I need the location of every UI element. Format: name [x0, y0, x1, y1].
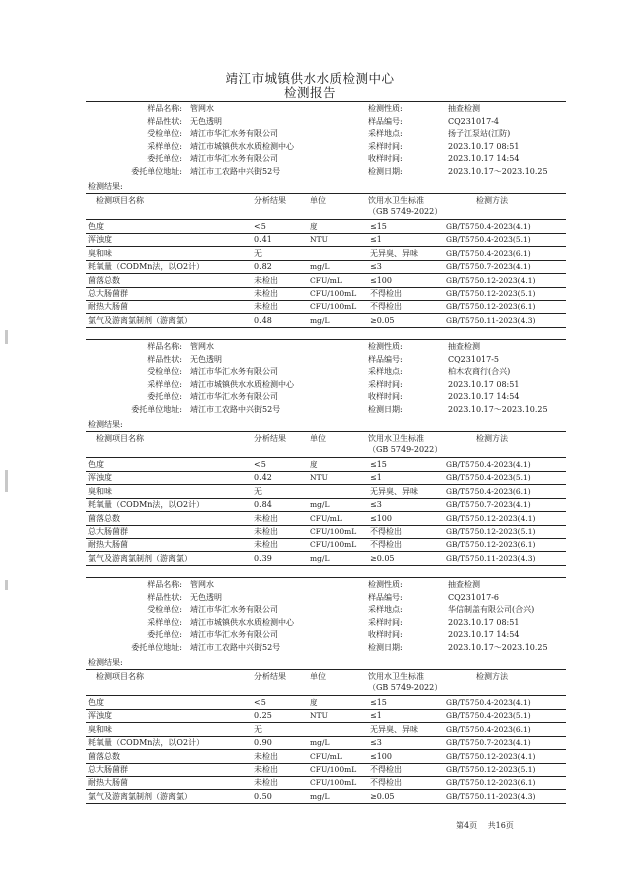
table-row	[86, 485, 566, 498]
cell-standard: ≤3	[370, 738, 382, 748]
cell-unit: CFU/100mL	[310, 778, 357, 788]
info-value: 管网水	[190, 342, 214, 351]
cell-unit: CFU/100mL	[310, 765, 357, 774]
info-value: 扬子江泵站(江防)	[448, 129, 511, 138]
info-value: 靖江市华汇水务有限公司	[190, 605, 278, 614]
cell-method: GB/T5750.12-2023(4.1)	[446, 751, 536, 761]
cell-result: 未检出	[254, 289, 278, 298]
results-label: 检测结果:	[88, 420, 123, 429]
cell-result: 未检出	[254, 540, 278, 550]
info-label: 收样时间:	[368, 154, 403, 163]
cell-method: GB/T5750.12-2023(5.1)	[446, 289, 536, 298]
info-value: 2023.10.17 08:51	[448, 617, 520, 627]
table-row	[86, 512, 566, 525]
info-value: 2023.10.17～2023.10.25	[448, 642, 548, 652]
info-label: 委托单位地址:	[131, 404, 182, 414]
column-header-standard-sub: （GB 5749-2022）	[368, 683, 443, 692]
cell-unit: mg/L	[310, 262, 330, 272]
cell-item: 氯气及游离氯制剂（游离氯）	[88, 315, 192, 325]
info-value: 柏木农商行(合兴)	[448, 367, 511, 376]
cell-standard: ≥0.05	[370, 315, 395, 325]
info-value: 2023.10.17～2023.10.25	[448, 404, 548, 414]
cell-unit: CFU/mL	[310, 275, 342, 285]
info-label: 样品性状:	[147, 354, 182, 364]
info-value: 靖江市城镇供水水质检测中心	[190, 141, 294, 151]
info-label: 委托单位地址:	[131, 166, 182, 176]
cell-unit: NTU	[310, 711, 328, 721]
cell-method: GB/T5750.12-2023(5.1)	[446, 527, 536, 536]
table-row	[86, 790, 566, 803]
cell-item: 氯气及游离氯制剂（游离氯）	[88, 791, 192, 801]
info-label: 委托单位:	[147, 630, 182, 639]
table-row	[86, 763, 566, 776]
info-value: 2023.10.17 08:51	[448, 379, 520, 389]
cell-method: GB/T5750.11-2023(4.3)	[446, 315, 536, 325]
report-title: 靖江市城镇供水水质检测中心	[225, 71, 395, 86]
cell-standard: 无异臭、异味	[370, 248, 418, 258]
cell-unit: CFU/mL	[310, 513, 342, 523]
cell-result: 无	[254, 724, 262, 734]
info-row	[86, 152, 566, 165]
cell-item: 耐热大肠菌	[88, 540, 128, 550]
page-number: 第4页	[456, 821, 478, 830]
info-label: 采样地点:	[368, 367, 403, 376]
cell-method: GB/T5750.11-2023(4.3)	[446, 791, 536, 801]
info-value: 靖江市华汇水务有限公司	[190, 154, 278, 163]
cell-method: GB/T5750.4-2023(5.1)	[446, 711, 531, 721]
info-label: 委托单位地址:	[131, 642, 182, 652]
table-row	[86, 220, 566, 233]
cell-item: 浑浊度	[88, 235, 112, 245]
cell-result: 0.90	[254, 738, 272, 748]
table-row	[86, 538, 566, 551]
cell-standard: 不得检出	[370, 778, 402, 788]
info-value: 无色透明	[190, 354, 222, 364]
info-value: 抽查检测	[448, 342, 480, 351]
cell-result: 0.50	[254, 791, 272, 801]
cell-standard: ≤15	[370, 698, 387, 707]
cell-method: GB/T5750.4-2023(4.1)	[446, 698, 531, 707]
cell-standard: ≤1	[370, 473, 382, 483]
info-row	[86, 102, 566, 115]
cell-item: 色度	[88, 222, 104, 231]
cell-method: GB/T5750.4-2023(6.1)	[446, 486, 531, 496]
info-label: 检测性质:	[368, 104, 403, 113]
cell-item: 耐热大肠菌	[88, 778, 128, 788]
cell-unit: CFU/100mL	[310, 527, 357, 536]
cell-standard: 不得检出	[370, 302, 402, 312]
table-row	[86, 300, 566, 313]
info-value: 2023.10.17 08:51	[448, 141, 520, 151]
info-label: 受检单位:	[147, 605, 182, 614]
cell-item: 耐热大肠菌	[88, 302, 128, 312]
info-label: 样品性状:	[147, 116, 182, 126]
info-row	[86, 628, 566, 641]
info-row	[86, 578, 566, 591]
row-rule	[86, 327, 566, 328]
info-value: 华信制盖有限公司(合兴)	[448, 605, 535, 614]
cell-method: GB/T5750.4-2023(5.1)	[446, 473, 531, 483]
info-label: 委托单位:	[147, 154, 182, 163]
cell-method: GB/T5750.12-2023(6.1)	[446, 778, 536, 788]
info-row	[86, 353, 566, 366]
info-label: 样品名称:	[147, 342, 182, 351]
info-label: 采样地点:	[368, 129, 403, 138]
row-rule	[86, 803, 566, 804]
cell-unit: mg/L	[310, 500, 330, 510]
info-value: 管网水	[190, 104, 214, 113]
cell-result: 未检出	[254, 302, 278, 312]
cell-item: 臭和味	[88, 724, 112, 734]
cell-standard: 无异臭、异味	[370, 486, 418, 496]
info-row	[86, 378, 566, 391]
column-header-item: 检测项目名称	[96, 434, 144, 443]
cell-method: GB/T5750.7-2023(4.1)	[446, 262, 531, 272]
column-header-method: 检测方法	[476, 434, 508, 443]
scan-margin-mark	[5, 470, 8, 492]
cell-result: <5	[254, 460, 266, 469]
column-header-standard: 饮用水卫生标准	[368, 672, 424, 681]
cell-standard: ≤15	[370, 222, 387, 231]
cell-result: 未检出	[254, 765, 278, 774]
info-value: 靖江市工农路中兴街52号	[190, 166, 281, 176]
results-label: 检测结果:	[88, 182, 123, 191]
report-subtitle: 检测报告	[283, 85, 336, 100]
cell-result: 未检出	[254, 275, 278, 285]
table-row	[86, 498, 566, 511]
info-value: 2023.10.17 14:54	[448, 392, 520, 401]
sample-section	[86, 577, 566, 807]
row-rule	[86, 565, 566, 566]
cell-standard: ≤1	[370, 235, 382, 245]
info-label: 样品编号:	[368, 354, 403, 364]
column-header-item: 检测项目名称	[96, 672, 144, 681]
cell-item: 浑浊度	[88, 473, 112, 483]
column-header-result: 分析结果	[254, 196, 286, 205]
table-header-sub	[86, 681, 566, 694]
cell-method: GB/T5750.11-2023(4.3)	[446, 553, 536, 563]
cell-result: 0.48	[254, 315, 272, 325]
cell-item: 浑浊度	[88, 711, 112, 721]
info-label: 受检单位:	[147, 367, 182, 376]
info-row	[86, 140, 566, 153]
table-row	[86, 709, 566, 722]
cell-result: <5	[254, 222, 266, 231]
cell-method: GB/T5750.12-2023(5.1)	[446, 765, 536, 774]
cell-unit: CFU/100mL	[310, 289, 357, 298]
table-row	[86, 274, 566, 287]
table-row	[86, 723, 566, 736]
cell-method: GB/T5750.4-2023(4.1)	[446, 222, 531, 231]
column-header-item: 检测项目名称	[96, 196, 144, 205]
info-label: 检测性质:	[368, 342, 403, 351]
info-value: CQ231017-4	[448, 116, 500, 126]
cell-unit: NTU	[310, 473, 328, 483]
table-row	[86, 552, 566, 565]
info-row	[86, 115, 566, 128]
info-value: 无色透明	[190, 592, 222, 602]
info-value: 靖江市华汇水务有限公司	[190, 392, 278, 401]
cell-item: 色度	[88, 460, 104, 469]
cell-item: 臭和味	[88, 248, 112, 258]
info-value: CQ231017-6	[448, 592, 500, 602]
info-label: 样品性状:	[147, 592, 182, 602]
table-header-sub	[86, 205, 566, 218]
cell-item: 总大肠菌群	[88, 527, 128, 536]
table-row	[86, 233, 566, 246]
cell-standard: 不得检出	[370, 765, 402, 774]
cell-result: 0.25	[254, 711, 272, 721]
cell-unit: CFU/mL	[310, 751, 342, 761]
cell-unit: mg/L	[310, 738, 330, 748]
cell-method: GB/T5750.4-2023(5.1)	[446, 235, 531, 245]
info-label: 收样时间:	[368, 630, 403, 639]
cell-unit: 度	[310, 698, 318, 707]
info-value: 靖江市华汇水务有限公司	[190, 367, 278, 376]
column-header-standard-sub: （GB 5749-2022）	[368, 445, 443, 454]
info-label: 委托单位:	[147, 392, 182, 401]
info-label: 采样单位:	[147, 617, 182, 627]
column-header-standard: 饮用水卫生标准	[368, 434, 424, 443]
cell-result: 0.42	[254, 473, 272, 483]
cell-result: 0.41	[254, 235, 272, 245]
scan-margin-mark	[5, 330, 8, 344]
info-label: 收样时间:	[368, 392, 403, 401]
info-value: 2023.10.17 14:54	[448, 630, 520, 639]
cell-result: 0.39	[254, 553, 272, 563]
cell-unit: NTU	[310, 235, 328, 245]
info-label: 受检单位:	[147, 129, 182, 138]
table-row	[86, 471, 566, 484]
info-value: 抽查检测	[448, 104, 480, 113]
info-label: 采样时间:	[368, 617, 403, 627]
cell-unit: CFU/100mL	[310, 302, 357, 312]
cell-method: GB/T5750.12-2023(4.1)	[446, 275, 536, 285]
info-label: 样品名称:	[147, 104, 182, 113]
info-label: 样品编号:	[368, 592, 403, 602]
info-value: 抽查检测	[448, 580, 480, 589]
info-value: CQ231017-5	[448, 354, 500, 364]
scan-margin-mark	[5, 580, 8, 590]
table-row	[86, 750, 566, 763]
cell-method: GB/T5750.7-2023(4.1)	[446, 500, 531, 510]
cell-unit: mg/L	[310, 553, 330, 563]
info-label: 采样地点:	[368, 605, 403, 614]
info-value: 管网水	[190, 580, 214, 589]
cell-item: 臭和味	[88, 486, 112, 496]
report-header	[0, 72, 620, 100]
cell-standard: ≤15	[370, 460, 387, 469]
cell-item: 耗氧量（CODMn法，以O2计）	[88, 738, 205, 748]
cell-result: 0.84	[254, 500, 272, 510]
info-value: 2023.10.17～2023.10.25	[448, 166, 548, 176]
cell-item: 氯气及游离氯制剂（游离氯）	[88, 553, 192, 563]
column-header-unit: 单位	[310, 434, 326, 443]
info-row	[86, 165, 566, 178]
table-row	[86, 696, 566, 709]
info-value: 靖江市华汇水务有限公司	[190, 129, 278, 138]
cell-standard: ≤100	[370, 275, 392, 285]
cell-method: GB/T5750.12-2023(6.1)	[446, 540, 536, 550]
cell-standard: ≤100	[370, 513, 392, 523]
table-row	[86, 776, 566, 789]
cell-item: 总大肠菌群	[88, 289, 128, 298]
table-row	[86, 314, 566, 327]
table-header-sub	[86, 443, 566, 456]
column-header-method: 检测方法	[476, 196, 508, 205]
sample-section	[86, 339, 566, 569]
cell-result: 未检出	[254, 778, 278, 788]
cell-standard: ≤100	[370, 751, 392, 761]
cell-result: 无	[254, 486, 262, 496]
info-row	[86, 365, 566, 378]
cell-result: 无	[254, 248, 262, 258]
info-label: 采样单位:	[147, 141, 182, 151]
cell-standard: 不得检出	[370, 540, 402, 550]
cell-method: GB/T5750.7-2023(4.1)	[446, 738, 531, 748]
cell-item: 菌落总数	[88, 275, 120, 285]
cell-method: GB/T5750.4-2023(4.1)	[446, 460, 531, 469]
info-row	[86, 641, 566, 654]
cell-method: GB/T5750.4-2023(6.1)	[446, 724, 531, 734]
cell-result: 未检出	[254, 527, 278, 536]
info-value: 靖江市城镇供水水质检测中心	[190, 617, 294, 627]
cell-item: 色度	[88, 698, 104, 707]
info-row	[86, 403, 566, 416]
cell-unit: 度	[310, 460, 318, 469]
cell-item: 菌落总数	[88, 751, 120, 761]
info-row	[86, 390, 566, 403]
results-label: 检测结果:	[88, 658, 123, 667]
cell-result: <5	[254, 698, 266, 707]
table-row	[86, 247, 566, 260]
column-header-result: 分析结果	[254, 434, 286, 443]
cell-unit: mg/L	[310, 315, 330, 325]
page-footer	[456, 820, 522, 831]
sample-section	[86, 101, 566, 331]
table-row	[86, 525, 566, 538]
column-header-standard-sub: （GB 5749-2022）	[368, 207, 443, 216]
info-label: 采样时间:	[368, 141, 403, 151]
cell-item: 菌落总数	[88, 513, 120, 523]
cell-unit: mg/L	[310, 791, 330, 801]
info-label: 检测性质:	[368, 580, 403, 589]
info-row	[86, 616, 566, 629]
cell-result: 0.82	[254, 262, 272, 272]
cell-standard: ≥0.05	[370, 791, 395, 801]
info-value: 靖江市华汇水务有限公司	[190, 630, 278, 639]
cell-standard: 不得检出	[370, 289, 402, 298]
cell-standard: 无异臭、异味	[370, 724, 418, 734]
info-label: 样品名称:	[147, 580, 182, 589]
cell-item: 耗氧量（CODMn法，以O2计）	[88, 262, 205, 272]
info-value: 靖江市工农路中兴街52号	[190, 404, 281, 414]
info-value: 靖江市城镇供水水质检测中心	[190, 379, 294, 389]
cell-standard: ≤3	[370, 500, 382, 510]
cell-method: GB/T5750.12-2023(6.1)	[446, 302, 536, 312]
column-header-unit: 单位	[310, 672, 326, 681]
cell-standard: ≤3	[370, 262, 382, 272]
info-label: 采样单位:	[147, 379, 182, 389]
info-value: 2023.10.17 14:54	[448, 154, 520, 163]
cell-item: 总大肠菌群	[88, 765, 128, 774]
info-row	[86, 127, 566, 140]
table-row	[86, 458, 566, 471]
cell-method: GB/T5750.4-2023(6.1)	[446, 248, 531, 258]
column-header-method: 检测方法	[476, 672, 508, 681]
info-row	[86, 591, 566, 604]
cell-standard: ≤1	[370, 711, 382, 721]
info-row	[86, 340, 566, 353]
info-value: 无色透明	[190, 116, 222, 126]
cell-item: 耗氧量（CODMn法，以O2计）	[88, 500, 205, 510]
table-row	[86, 260, 566, 273]
cell-result: 未检出	[254, 513, 278, 523]
info-label: 检测日期:	[368, 166, 403, 176]
info-label: 检测日期:	[368, 642, 403, 652]
info-label: 采样时间:	[368, 379, 403, 389]
page-total: 共16页	[487, 821, 514, 830]
table-row	[86, 287, 566, 300]
info-label: 检测日期:	[368, 404, 403, 414]
column-header-standard: 饮用水卫生标准	[368, 196, 424, 205]
cell-result: 未检出	[254, 751, 278, 761]
column-header-result: 分析结果	[254, 672, 286, 681]
table-row	[86, 736, 566, 749]
cell-method: GB/T5750.12-2023(4.1)	[446, 513, 536, 523]
info-row	[86, 603, 566, 616]
cell-standard: 不得检出	[370, 527, 402, 536]
info-label: 样品编号:	[368, 116, 403, 126]
info-value: 靖江市工农路中兴街52号	[190, 642, 281, 652]
column-header-unit: 单位	[310, 196, 326, 205]
cell-unit: 度	[310, 222, 318, 231]
cell-standard: ≥0.05	[370, 553, 395, 563]
cell-unit: CFU/100mL	[310, 540, 357, 550]
